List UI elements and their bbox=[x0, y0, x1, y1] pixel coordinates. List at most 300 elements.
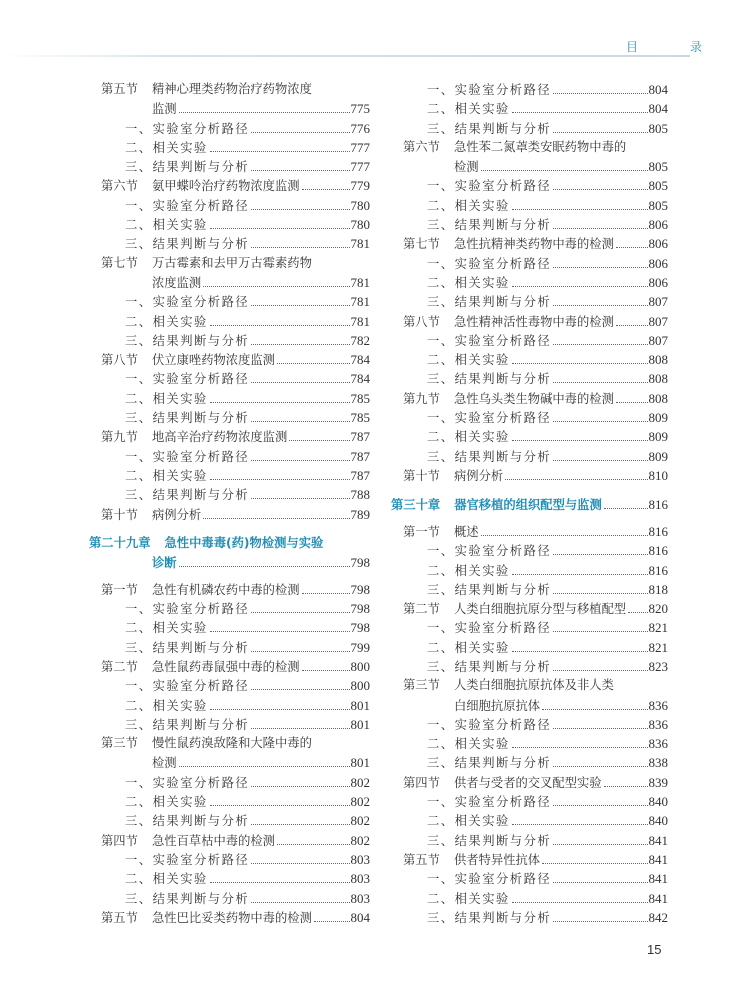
toc-section[interactable] bbox=[403, 138, 668, 157]
toc-item[interactable] bbox=[101, 389, 370, 408]
entry-title: 一、实验室分析路径 bbox=[427, 621, 552, 636]
dot-leader bbox=[553, 267, 647, 268]
toc-section[interactable] bbox=[101, 80, 370, 99]
entry-title: 三、结果判断与分析 bbox=[125, 411, 250, 426]
toc-item[interactable] bbox=[403, 541, 668, 560]
toc-section[interactable] bbox=[403, 234, 668, 253]
page-ref: 805 bbox=[648, 159, 668, 175]
section-number: 第七节 bbox=[403, 237, 440, 252]
page-ref: 800 bbox=[350, 658, 370, 674]
dot-leader bbox=[251, 728, 349, 729]
entry-title: 三、结果判断与分析 bbox=[125, 488, 250, 503]
toc-item[interactable] bbox=[101, 369, 370, 388]
entry-title: 二、相关实验 bbox=[125, 872, 208, 887]
entry-title: 病例分析 bbox=[454, 468, 504, 483]
section-number: 第三节 bbox=[101, 736, 138, 751]
dot-leader bbox=[210, 805, 350, 806]
page-ref: 798 bbox=[350, 601, 370, 617]
entry-title: 人类白细胞抗原抗体及非人类 bbox=[454, 678, 614, 693]
toc-item[interactable] bbox=[403, 561, 668, 580]
entry-title: 二、相关实验 bbox=[125, 140, 208, 155]
toc-section[interactable] bbox=[101, 580, 370, 599]
section-number: 第八节 bbox=[403, 314, 440, 329]
dot-leader bbox=[289, 440, 349, 441]
toc-item[interactable] bbox=[403, 657, 668, 676]
toc-chapter-heading[interactable] bbox=[89, 534, 370, 553]
toc-item[interactable] bbox=[403, 792, 668, 811]
toc-column-left bbox=[89, 80, 370, 927]
page-ref: 801 bbox=[350, 755, 370, 771]
toc-section[interactable] bbox=[403, 676, 668, 695]
page-ref: 798 bbox=[350, 581, 370, 597]
page-ref: 784 bbox=[350, 371, 370, 387]
toc-item[interactable] bbox=[101, 618, 370, 637]
page-ref: 807 bbox=[648, 313, 668, 329]
toc-item[interactable] bbox=[101, 408, 370, 427]
dot-leader bbox=[553, 670, 647, 671]
entry-title: 二、相关实验 bbox=[427, 430, 510, 445]
dot-leader bbox=[210, 151, 350, 152]
dot-leader bbox=[553, 382, 647, 383]
page-ref: 838 bbox=[648, 755, 668, 771]
dot-leader bbox=[553, 593, 647, 594]
entry-title: 一、实验室分析路径 bbox=[125, 449, 250, 464]
toc-section[interactable] bbox=[403, 312, 668, 331]
dot-leader bbox=[512, 824, 648, 825]
dot-leader bbox=[251, 421, 349, 422]
toc-entry-continuation[interactable] bbox=[101, 553, 370, 572]
page-ref: 779 bbox=[350, 178, 370, 194]
dot-leader bbox=[512, 363, 648, 364]
dot-leader bbox=[277, 363, 350, 364]
entry-title: 二、相关实验 bbox=[125, 218, 208, 233]
entry-title: 二、相关实验 bbox=[427, 102, 510, 117]
toc-item[interactable] bbox=[101, 638, 370, 657]
dot-leader bbox=[512, 112, 648, 113]
toc-item[interactable] bbox=[403, 176, 668, 195]
page-ref: 800 bbox=[350, 678, 370, 694]
toc-chapter-heading[interactable] bbox=[391, 495, 668, 514]
page-ref: 785 bbox=[350, 410, 370, 426]
chapter-number: 第三十章 bbox=[391, 497, 441, 512]
entry-title: 一、实验室分析路径 bbox=[125, 679, 250, 694]
dot-leader bbox=[553, 228, 647, 229]
toc-item[interactable] bbox=[101, 696, 370, 715]
entry-title: 急性百草枯中毒的检测 bbox=[152, 833, 275, 848]
page-ref: 802 bbox=[350, 813, 370, 829]
toc-section[interactable] bbox=[403, 466, 668, 485]
toc-item[interactable] bbox=[101, 676, 370, 695]
toc-item[interactable] bbox=[403, 80, 668, 99]
entry-title: 一、实验室分析路径 bbox=[427, 544, 552, 559]
toc-item[interactable] bbox=[403, 447, 668, 466]
entry-title: 急性抗精神类药物中毒的检测 bbox=[454, 237, 614, 252]
toc-entry-continuation[interactable] bbox=[101, 753, 370, 772]
toc-item[interactable] bbox=[101, 466, 370, 485]
entry-title: 二、相关实验 bbox=[427, 275, 510, 290]
dot-leader bbox=[542, 863, 647, 864]
section-number: 第三节 bbox=[403, 678, 440, 693]
page-ref: 777 bbox=[350, 139, 370, 155]
toc-item[interactable] bbox=[403, 331, 668, 350]
page-ref: 780 bbox=[350, 217, 370, 233]
entry-title: 二、相关实验 bbox=[125, 391, 208, 406]
toc-item[interactable] bbox=[101, 869, 370, 888]
dot-leader bbox=[512, 286, 648, 287]
entry-title-continued: 诊断 bbox=[152, 555, 177, 570]
section-number: 第八节 bbox=[101, 353, 138, 368]
toc-chapter[interactable] bbox=[89, 534, 370, 573]
entry-title: 地高辛治疗药物浓度监测 bbox=[152, 430, 288, 445]
dot-leader bbox=[179, 566, 350, 567]
entry-title: 三、结果判断与分析 bbox=[427, 295, 552, 310]
page-ref: 841 bbox=[648, 832, 668, 848]
toc-item[interactable] bbox=[101, 292, 370, 311]
toc-item[interactable] bbox=[403, 734, 668, 753]
dot-leader bbox=[512, 747, 648, 748]
entry-title-continued: 检测 bbox=[152, 756, 177, 771]
dot-leader bbox=[251, 305, 349, 306]
dot-leader bbox=[616, 402, 648, 403]
toc-item[interactable] bbox=[101, 850, 370, 869]
entry-title: 供者特异性抗体 bbox=[454, 852, 541, 867]
toc-item[interactable] bbox=[101, 157, 370, 176]
page-ref: 776 bbox=[350, 120, 370, 136]
section-number: 第四节 bbox=[403, 775, 440, 790]
dot-leader bbox=[210, 631, 350, 632]
dot-leader bbox=[210, 479, 350, 480]
page-ref: 818 bbox=[648, 581, 668, 597]
page-ref: 801 bbox=[350, 697, 370, 713]
toc-section[interactable] bbox=[101, 657, 370, 676]
entry-title-continued: 白细胞抗原抗体 bbox=[454, 698, 541, 713]
entry-title-continued: 监测 bbox=[152, 102, 177, 117]
toc-item[interactable] bbox=[101, 331, 370, 350]
entry-title: 二、相关实验 bbox=[427, 353, 510, 368]
section-number: 第一节 bbox=[403, 524, 440, 539]
toc-section[interactable] bbox=[101, 427, 370, 446]
toc-item[interactable] bbox=[403, 831, 668, 850]
dot-leader bbox=[553, 728, 647, 729]
dot-leader bbox=[542, 709, 647, 710]
toc-entry-continuation[interactable] bbox=[403, 696, 668, 715]
page-ref: 836 bbox=[648, 716, 668, 732]
toc-column-right bbox=[391, 80, 668, 927]
page-number: 15 bbox=[647, 942, 662, 957]
page-ref: 806 bbox=[648, 274, 668, 290]
page-ref: 802 bbox=[350, 794, 370, 810]
entry-title-continued: 检测 bbox=[454, 160, 479, 175]
dot-leader bbox=[553, 93, 647, 94]
dot-leader bbox=[553, 766, 647, 767]
toc-section[interactable] bbox=[101, 350, 370, 369]
page-ref: 808 bbox=[648, 371, 668, 387]
toc-item[interactable] bbox=[403, 215, 668, 234]
page-ref: 809 bbox=[648, 448, 668, 464]
entry-title: 急性中毒毒(药)物检测与实验 bbox=[164, 535, 324, 550]
page-ref: 799 bbox=[350, 639, 370, 655]
page-ref: 816 bbox=[648, 543, 668, 559]
section-number: 第十节 bbox=[403, 468, 440, 483]
toc-item[interactable] bbox=[403, 350, 668, 369]
toc-item[interactable] bbox=[403, 908, 668, 927]
page-ref: 806 bbox=[648, 236, 668, 252]
entry-title: 二、相关实验 bbox=[427, 198, 510, 213]
page-ref: 784 bbox=[350, 352, 370, 368]
dot-leader bbox=[251, 824, 349, 825]
dot-leader bbox=[302, 189, 350, 190]
dot-leader bbox=[210, 228, 350, 229]
entry-title: 人类白细胞抗原分型与移植配型 bbox=[454, 602, 627, 617]
toc-item[interactable] bbox=[403, 292, 668, 311]
entry-title: 供者与受者的交叉配型实验 bbox=[454, 775, 602, 790]
toc-item[interactable] bbox=[403, 638, 668, 657]
entry-title: 二、相关实验 bbox=[427, 891, 510, 906]
dot-leader bbox=[210, 325, 350, 326]
entry-title: 氨甲蝶呤治疗药物浓度监测 bbox=[152, 179, 300, 194]
page-ref: 781 bbox=[350, 313, 370, 329]
page-ref: 803 bbox=[350, 871, 370, 887]
page-ref: 805 bbox=[648, 197, 668, 213]
entry-title: 器官移植的组织配型与监测 bbox=[454, 497, 602, 512]
dot-leader bbox=[314, 921, 350, 922]
entry-title: 三、结果判断与分析 bbox=[427, 121, 552, 136]
toc-section[interactable] bbox=[403, 522, 668, 541]
dot-leader bbox=[553, 132, 647, 133]
dot-leader bbox=[553, 882, 647, 883]
toc-item[interactable] bbox=[403, 427, 668, 446]
toc-item[interactable] bbox=[403, 408, 668, 427]
entry-title: 三、结果判断与分析 bbox=[125, 814, 250, 829]
dot-leader bbox=[251, 209, 349, 210]
toc-item[interactable] bbox=[101, 485, 370, 504]
page-ref: 816 bbox=[648, 523, 668, 539]
dot-leader bbox=[616, 247, 648, 248]
toc-item[interactable] bbox=[101, 773, 370, 792]
dot-leader bbox=[604, 786, 648, 787]
toc-section[interactable] bbox=[101, 831, 370, 850]
page-ref: 841 bbox=[648, 851, 668, 867]
dot-leader bbox=[481, 170, 648, 171]
dot-leader bbox=[203, 518, 349, 519]
dot-leader bbox=[505, 479, 647, 480]
entry-title: 三、结果判断与分析 bbox=[125, 717, 250, 732]
entry-title: 一、实验室分析路径 bbox=[125, 121, 250, 136]
dot-leader bbox=[512, 902, 648, 903]
section-number: 第六节 bbox=[101, 179, 138, 194]
entry-title: 一、实验室分析路径 bbox=[427, 179, 552, 194]
page-ref: 788 bbox=[350, 487, 370, 503]
entry-title: 三、结果判断与分析 bbox=[427, 833, 552, 848]
entry-title: 一、实验室分析路径 bbox=[427, 256, 552, 271]
toc-item[interactable] bbox=[101, 312, 370, 331]
dot-leader bbox=[251, 689, 349, 690]
toc-item[interactable] bbox=[101, 196, 370, 215]
entry-title: 急性苯二氮䓬类安眠药物中毒的 bbox=[454, 139, 627, 154]
toc-item[interactable] bbox=[403, 196, 668, 215]
entry-title: 急性鼠药毒鼠强中毒的检测 bbox=[152, 659, 300, 674]
toc-item[interactable] bbox=[403, 889, 668, 908]
dot-leader bbox=[512, 440, 648, 441]
entry-title: 一、实验室分析路径 bbox=[427, 333, 552, 348]
toc-item[interactable] bbox=[101, 234, 370, 253]
page-ref: 775 bbox=[350, 101, 370, 117]
toc-item[interactable] bbox=[403, 869, 668, 888]
toc-item[interactable] bbox=[101, 792, 370, 811]
page-ref: 806 bbox=[648, 255, 668, 271]
toc-section[interactable] bbox=[101, 505, 370, 524]
dot-leader bbox=[553, 460, 647, 461]
section-number: 第十节 bbox=[101, 507, 138, 522]
toc-item[interactable] bbox=[101, 138, 370, 157]
entry-title: 二、相关实验 bbox=[125, 468, 208, 483]
toc-chapter[interactable] bbox=[391, 495, 668, 514]
entry-title: 三、结果判断与分析 bbox=[125, 160, 250, 175]
dot-leader bbox=[251, 460, 349, 461]
entry-title: 慢性鼠药溴敌隆和大隆中毒的 bbox=[152, 736, 312, 751]
dot-leader bbox=[553, 631, 647, 632]
page-ref: 842 bbox=[648, 909, 668, 925]
page-ref: 805 bbox=[648, 178, 668, 194]
dot-leader bbox=[277, 844, 350, 845]
dot-leader bbox=[251, 132, 349, 133]
toc-section[interactable] bbox=[403, 773, 668, 792]
toc-section[interactable] bbox=[403, 389, 668, 408]
toc-item[interactable] bbox=[403, 369, 668, 388]
entry-title: 二、相关实验 bbox=[125, 314, 208, 329]
dot-leader bbox=[512, 651, 648, 652]
entry-title: 二、相关实验 bbox=[427, 737, 510, 752]
chapter-number: 第二十九章 bbox=[89, 535, 151, 550]
section-number: 第五节 bbox=[101, 910, 138, 925]
entry-title: 三、结果判断与分析 bbox=[427, 659, 552, 674]
entry-title: 一、实验室分析路径 bbox=[125, 852, 250, 867]
entry-title: 一、实验室分析路径 bbox=[125, 372, 250, 387]
toc-entry-continuation[interactable] bbox=[403, 157, 668, 176]
entry-title: 二、相关实验 bbox=[427, 640, 510, 655]
toc-entry-continuation[interactable] bbox=[101, 99, 370, 118]
entry-title: 一、实验室分析路径 bbox=[125, 198, 250, 213]
entry-title: 三、结果判断与分析 bbox=[427, 218, 552, 233]
page-ref: 802 bbox=[350, 832, 370, 848]
dot-leader bbox=[553, 844, 647, 845]
entry-title: 一、实验室分析路径 bbox=[427, 83, 552, 97]
dot-leader bbox=[553, 805, 647, 806]
page-ref: 810 bbox=[648, 467, 668, 483]
toc-section[interactable] bbox=[101, 176, 370, 195]
page-ref: 804 bbox=[648, 101, 668, 117]
toc-item[interactable] bbox=[403, 99, 668, 118]
dot-leader bbox=[251, 247, 349, 248]
page-ref: 804 bbox=[648, 82, 668, 97]
dot-leader bbox=[179, 112, 350, 113]
entry-title: 二、相关实验 bbox=[125, 698, 208, 713]
toc-item[interactable] bbox=[403, 715, 668, 734]
toc-item[interactable] bbox=[101, 715, 370, 734]
entry-title: 一、实验室分析路径 bbox=[125, 775, 250, 790]
section-number: 第二节 bbox=[101, 659, 138, 674]
section-number: 第七节 bbox=[101, 255, 138, 270]
page-ref: 807 bbox=[648, 294, 668, 310]
page-ref: 821 bbox=[648, 620, 668, 636]
toc-item[interactable] bbox=[403, 618, 668, 637]
page-ref: 787 bbox=[350, 429, 370, 445]
toc-item[interactable] bbox=[101, 215, 370, 234]
page-ref: 841 bbox=[648, 871, 668, 887]
entry-title: 急性精神活性毒物中毒的检测 bbox=[454, 314, 614, 329]
toc-item[interactable] bbox=[101, 119, 370, 138]
dot-leader bbox=[553, 421, 647, 422]
section-number: 第五节 bbox=[403, 852, 440, 867]
entry-title: 二、相关实验 bbox=[427, 563, 510, 578]
dot-leader bbox=[553, 305, 647, 306]
dot-leader bbox=[179, 766, 350, 767]
toc-item[interactable] bbox=[403, 254, 668, 273]
page-ref: 808 bbox=[648, 352, 668, 368]
page-ref: 787 bbox=[350, 448, 370, 464]
section-number: 第六节 bbox=[403, 139, 440, 154]
entry-title: 万古霉素和去甲万古霉素药物 bbox=[152, 255, 312, 270]
dot-leader bbox=[203, 286, 349, 287]
toc-item[interactable] bbox=[101, 811, 370, 830]
dot-leader bbox=[481, 535, 648, 536]
entry-title: 概述 bbox=[454, 524, 479, 539]
entry-title: 三、结果判断与分析 bbox=[427, 910, 552, 925]
entry-title: 三、结果判断与分析 bbox=[427, 449, 552, 464]
toc-item[interactable] bbox=[403, 273, 668, 292]
entry-title: 一、实验室分析路径 bbox=[427, 717, 552, 732]
entry-title: 一、实验室分析路径 bbox=[427, 411, 552, 426]
toc-item[interactable] bbox=[403, 753, 668, 772]
toc-item[interactable] bbox=[101, 889, 370, 908]
entry-title: 三、结果判断与分析 bbox=[427, 582, 552, 597]
toc-section[interactable] bbox=[101, 908, 370, 927]
page-ref: 798 bbox=[350, 554, 370, 570]
dot-leader bbox=[604, 508, 648, 509]
toc-item[interactable] bbox=[101, 447, 370, 466]
toc-section[interactable] bbox=[403, 850, 668, 869]
toc-item[interactable] bbox=[101, 599, 370, 618]
section-number: 第二节 bbox=[403, 602, 440, 617]
entry-title: 急性巴比妥类药物中毒的检测 bbox=[152, 910, 312, 925]
section-number: 第四节 bbox=[101, 833, 138, 848]
page-ref: 801 bbox=[350, 716, 370, 732]
entry-title: 二、相关实验 bbox=[125, 621, 208, 636]
toc-item[interactable] bbox=[403, 811, 668, 830]
entry-title: 一、实验室分析路径 bbox=[125, 602, 250, 617]
toc-entry-continuation[interactable] bbox=[101, 273, 370, 292]
dot-leader bbox=[553, 921, 647, 922]
dot-leader bbox=[251, 344, 349, 345]
entry-title: 一、实验室分析路径 bbox=[427, 872, 552, 887]
toc-section[interactable] bbox=[403, 599, 668, 618]
entry-title: 一、实验室分析路径 bbox=[125, 295, 250, 310]
toc-section[interactable] bbox=[101, 254, 370, 273]
toc-item[interactable] bbox=[403, 119, 668, 138]
toc-section[interactable] bbox=[101, 734, 370, 753]
dot-leader bbox=[553, 344, 647, 345]
section-number: 第五节 bbox=[101, 82, 138, 96]
entry-title: 三、结果判断与分析 bbox=[125, 891, 250, 906]
page-ref: 781 bbox=[350, 274, 370, 290]
entry-title-continued: 浓度监测 bbox=[152, 275, 202, 290]
entry-title: 三、结果判断与分析 bbox=[427, 756, 552, 771]
running-header-title: 目 录 bbox=[626, 40, 723, 54]
toc-item[interactable] bbox=[403, 580, 668, 599]
dot-leader bbox=[302, 593, 350, 594]
dot-leader bbox=[210, 882, 350, 883]
dot-leader bbox=[553, 554, 647, 555]
